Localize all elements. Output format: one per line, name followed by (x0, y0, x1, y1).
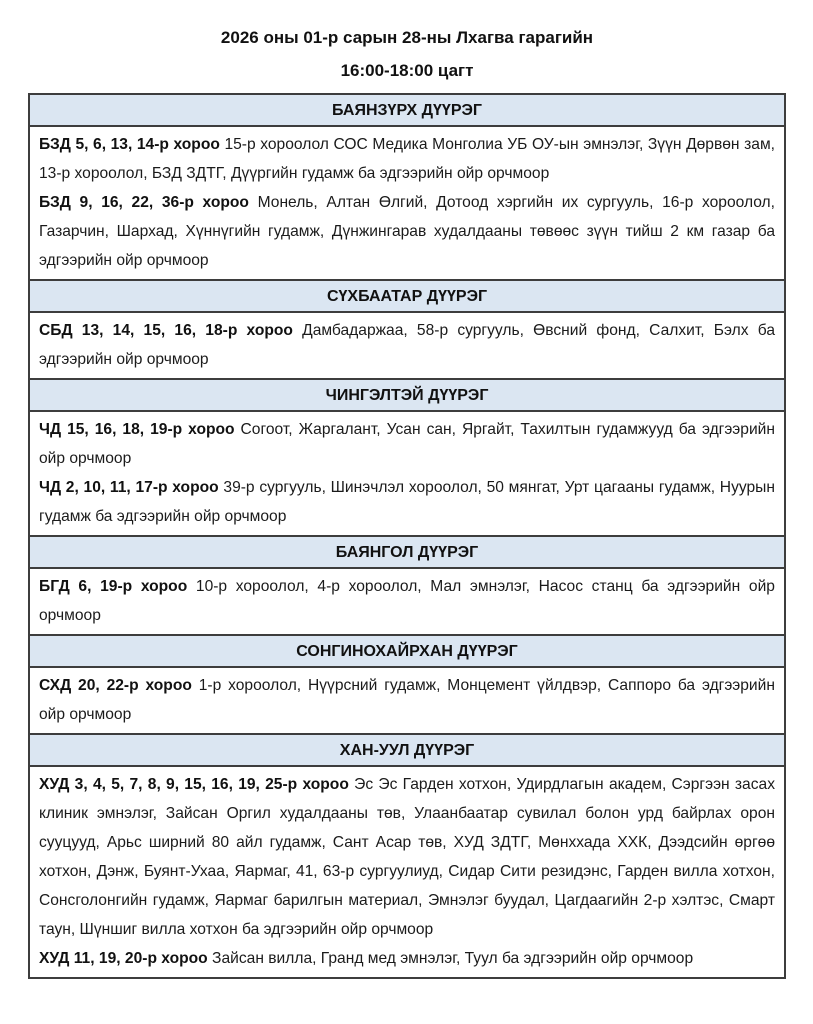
outage-entry (39, 944, 775, 973)
khoroo-prefix: СХД 20, 22-р хороо (39, 677, 192, 694)
outage-areas: Эс Эс Гарден хотхон, Удирдлагын академ, Сэргээн засах клиник эмнэлэг, Зайсан Оргил худалдааны төв, Улаанбаатар сувилал болон урд байрлах орон сууцууд, Арьс ширний 80 айл гудамж, Сант Асар төв, ХУД ЗДТГ, Мөнххада ХХК, Дээдсийн өргөө хотхон, Дэнж, Буянт-Ухаа, Яармаг, 41, 63-р сургуулиуд, Сидар Сити резидэнс, Гарден вилла хотхон, Сонсголонгийн гудамж, Яармаг барилгын материал, Эмнэлэг буудал, Цагдаагийн 2-р хэлтэс, Смарт таун, Шүншиг вилла хотхон ба эдгээрийн ойр орчмоор (39, 776, 775, 938)
district-header-row (29, 379, 785, 411)
district-body-row (29, 126, 785, 280)
district-body-row (29, 411, 785, 536)
schedule-time-title: 16:00-18:00 цагт (340, 61, 474, 80)
district-header: БАЯНГОЛ ДҮҮРЭГ (29, 536, 785, 568)
district-body (29, 766, 785, 978)
district-header-row (29, 536, 785, 568)
outage-entry (39, 572, 775, 630)
khoroo-prefix: ЧД 15, 16, 18, 19-р хороо (39, 421, 235, 438)
outage-entry (39, 770, 775, 944)
outage-areas: Зайсан вилла, Гранд мед эмнэлэг, Туул ба эдгээрийн ойр орчмоор (212, 950, 694, 967)
outage-areas: Согоот, Жаргалант, Усан сан, Яргайт, Тахилтын гудамжууд ба эдгээрийн ойр орчмоор (39, 421, 775, 467)
district-body-row (29, 568, 785, 635)
district-sections (29, 94, 785, 978)
khoroo-prefix: СБД 13, 14, 15, 16, 18-р хороо (39, 322, 293, 339)
district-header: СҮХБААТАР ДҮҮРЭГ (29, 280, 785, 312)
outage-entry (39, 130, 775, 188)
outage-areas: 15-р хороолол СОС Медика Монголиа УБ ОУ-ын эмнэлэг, Зүүн Дөрвөн зам, 13-р хороолол, БЗД ЗДТГ, Дүүргийн гудамж ба эдгээрийн ойр орчмоор (39, 136, 775, 182)
outage-schedule-table (28, 93, 786, 979)
document-title (28, 28, 786, 81)
khoroo-prefix: БЗД 9, 16, 22, 36-р хороо (39, 194, 249, 211)
district-body (29, 568, 785, 635)
district-body (29, 126, 785, 280)
district-body (29, 667, 785, 734)
outage-entry (39, 415, 775, 473)
district-header: ЧИНГЭЛТЭЙ ДҮҮРЭГ (29, 379, 785, 411)
khoroo-prefix: БГД 6, 19-р хороо (39, 578, 188, 595)
district-header-row (29, 635, 785, 667)
district-header-row (29, 94, 785, 126)
district-header: ХАН-УУЛ ДҮҮРЭГ (29, 734, 785, 766)
district-body (29, 411, 785, 536)
khoroo-prefix: ХУД 11, 19, 20-р хороо (39, 950, 208, 967)
district-body-row (29, 312, 785, 379)
outage-entry (39, 473, 775, 531)
outage-entry (39, 671, 775, 729)
district-body (29, 312, 785, 379)
outage-areas: Дамбадаржаа, 58-р сургууль, Өвсний фонд, Салхит, Бэлх ба эдгээрийн ойр орчмоор (39, 322, 775, 368)
khoroo-prefix: ЧД 2, 10, 11, 17-р хороо (39, 479, 219, 496)
district-header: БАЯНЗҮРХ ДҮҮРЭГ (29, 94, 785, 126)
outage-entry (39, 316, 775, 374)
district-header-row (29, 734, 785, 766)
outage-areas: Монель, Алтан Өлгий, Дотоод хэргийн их сургууль, 16-р хороолол, Газарчин, Шархад, Хүннүгийн гудамж, Дүнжингарав худалдааны төвөөс зүүн тийш 2 км газар ба эдгээрийн ойр орчмоор (39, 194, 775, 269)
district-header: СОНГИНОХАЙРХАН ДҮҮРЭГ (29, 635, 785, 667)
khoroo-prefix: ХУД 3, 4, 5, 7, 8, 9, 15, 16, 19, 25-р хороо (39, 776, 349, 793)
district-header-row (29, 280, 785, 312)
outage-areas: 39-р сургууль, Шинэчлэл хороолол, 50 мянгат, Урт цагааны гудамж, Нуурын гудамж ба эдгээрийн ойр орчмоор (39, 479, 775, 525)
district-body-row (29, 766, 785, 978)
district-body-row (29, 667, 785, 734)
outage-entry (39, 188, 775, 275)
outage-areas: 1-р хороолол, Нүүрсний гудамж, Монцемент үйлдвэр, Саппоро ба эдгээрийн ойр орчмоор (39, 677, 775, 723)
khoroo-prefix: БЗД 5, 6, 13, 14-р хороо (39, 136, 220, 153)
outage-areas: 10-р хороолол, 4-р хороолол, Мал эмнэлэг, Насос станц ба эдгээрийн ойр орчмоор (39, 578, 775, 624)
schedule-date-title: 2026 оны 01-р сарын 28-ны Лхагва гарагийн (220, 28, 594, 47)
